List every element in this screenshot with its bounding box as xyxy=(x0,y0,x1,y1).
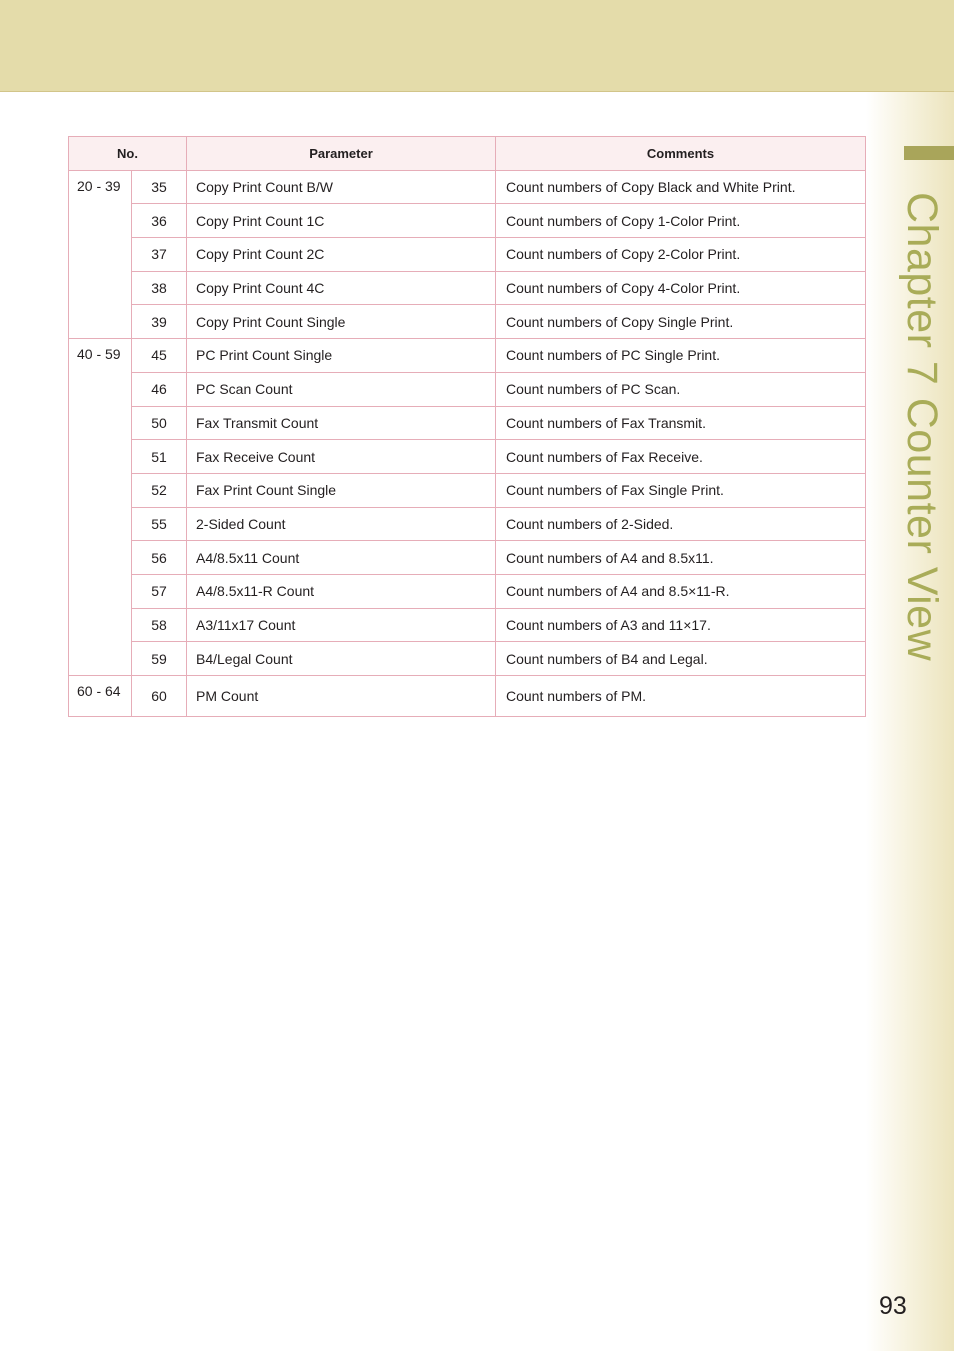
parameter-cell: PC Print Count Single xyxy=(187,339,496,373)
parameter-cell: Copy Print Count 4C xyxy=(187,271,496,305)
comment-cell: Count numbers of Fax Transmit. xyxy=(496,406,866,440)
parameter-cell: 2-Sided Count xyxy=(187,507,496,541)
table-row xyxy=(69,271,866,305)
comment-cell: Count numbers of Copy 1-Color Print. xyxy=(496,204,866,238)
no-cell: 55 xyxy=(132,507,187,541)
parameter-cell: Copy Print Count 1C xyxy=(187,204,496,238)
parameter-cell: A3/11x17 Count xyxy=(187,608,496,642)
no-cell: 38 xyxy=(132,271,187,305)
header-band xyxy=(0,0,954,92)
parameter-cell: A4/8.5x11 Count xyxy=(187,541,496,575)
no-cell: 51 xyxy=(132,440,187,474)
table-row xyxy=(69,170,866,204)
no-cell: 60 xyxy=(132,676,187,717)
header-parameter: Parameter xyxy=(187,137,496,171)
comment-cell: Count numbers of B4 and Legal. xyxy=(496,642,866,676)
parameter-cell: Fax Receive Count xyxy=(187,440,496,474)
parameter-cell: Copy Print Count Single xyxy=(187,305,496,339)
comment-cell: Count numbers of PC Single Print. xyxy=(496,339,866,373)
comment-cell: Count numbers of 2-Sided. xyxy=(496,507,866,541)
table-row xyxy=(69,507,866,541)
comment-cell: Count numbers of A4 and 8.5×11-R. xyxy=(496,574,866,608)
comment-cell: Count numbers of Fax Single Print. xyxy=(496,473,866,507)
no-cell: 56 xyxy=(132,541,187,575)
header-comments: Comments xyxy=(496,137,866,171)
no-cell: 39 xyxy=(132,305,187,339)
no-cell: 58 xyxy=(132,608,187,642)
table-row xyxy=(69,406,866,440)
no-cell: 36 xyxy=(132,204,187,238)
parameter-cell: PC Scan Count xyxy=(187,372,496,406)
parameter-cell: Copy Print Count B/W xyxy=(187,170,496,204)
table-row xyxy=(69,676,866,717)
parameter-cell: Copy Print Count 2C xyxy=(187,238,496,272)
comment-cell: Count numbers of PM. xyxy=(496,676,866,717)
table-row xyxy=(69,372,866,406)
parameter-cell: Fax Transmit Count xyxy=(187,406,496,440)
no-cell: 35 xyxy=(132,170,187,204)
no-cell: 57 xyxy=(132,574,187,608)
table-row xyxy=(69,305,866,339)
parameter-cell: PM Count xyxy=(187,676,496,717)
no-cell: 50 xyxy=(132,406,187,440)
parameter-cell: A4/8.5x11-R Count xyxy=(187,574,496,608)
table-row xyxy=(69,339,866,373)
table-row xyxy=(69,440,866,474)
no-cell: 46 xyxy=(132,372,187,406)
no-cell: 52 xyxy=(132,473,187,507)
table-row xyxy=(69,574,866,608)
parameter-cell: Fax Print Count Single xyxy=(187,473,496,507)
table-row xyxy=(69,473,866,507)
table-row xyxy=(69,608,866,642)
comment-cell: Count numbers of A4 and 8.5x11. xyxy=(496,541,866,575)
no-cell: 59 xyxy=(132,642,187,676)
page-number: 93 xyxy=(879,1292,907,1320)
group-range-cell: 60 - 64 xyxy=(69,676,132,717)
table-row xyxy=(69,642,866,676)
comment-cell: Count numbers of Copy Single Print. xyxy=(496,305,866,339)
table-row xyxy=(69,238,866,272)
comment-cell: Count numbers of Copy 2-Color Print. xyxy=(496,238,866,272)
table-body xyxy=(69,170,866,716)
group-range-cell: 40 - 59 xyxy=(69,339,132,676)
chapter-marker xyxy=(904,146,954,160)
no-cell: 37 xyxy=(132,238,187,272)
comment-cell: Count numbers of Copy 4-Color Print. xyxy=(496,271,866,305)
chapter-title: Chapter 7 Counter View xyxy=(898,192,946,662)
no-cell: 45 xyxy=(132,339,187,373)
comment-cell: Count numbers of PC Scan. xyxy=(496,372,866,406)
comment-cell: Count numbers of Copy Black and White Print. xyxy=(496,170,866,204)
parameter-cell: B4/Legal Count xyxy=(187,642,496,676)
table-header-row xyxy=(69,137,866,171)
comment-cell: Count numbers of Fax Receive. xyxy=(496,440,866,474)
comment-cell: Count numbers of A3 and 11×17. xyxy=(496,608,866,642)
parameter-table xyxy=(68,136,866,717)
header-no: No. xyxy=(69,137,187,171)
table-row xyxy=(69,204,866,238)
table-row xyxy=(69,541,866,575)
group-range-cell: 20 - 39 xyxy=(69,170,132,338)
